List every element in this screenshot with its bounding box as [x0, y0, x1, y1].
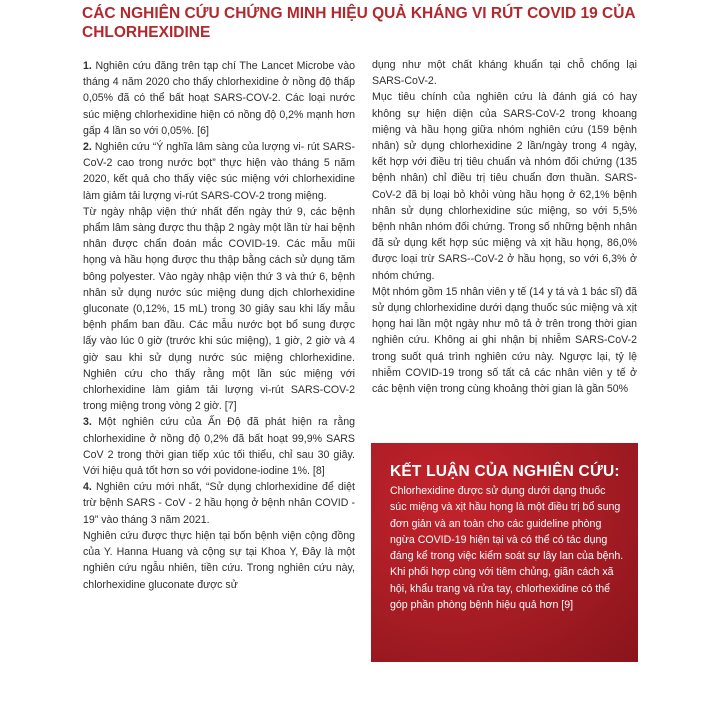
right-column: [372, 57, 637, 397]
study-4-objective: Mục tiêu chính của nghiên cứu là đánh giá có hay không sự hiện diện của SARS-CoV-2 trong khoang miệng và hầu họng giữa nhóm nghiên cứu (159 bệnh nhân) sử dụng chlorhexidine 2 lần/ngày trong 4 ngày, kết hợp với điều trị tiêu chuẩn và nhóm đối chứng (135 bệnh nhân) chỉ điều trị tiêu chuẩn đơn thuần. SARS-CoV-2 đã bị loại bỏ khỏi vùng hầu họng ở 62,1% bệnh nhân sử dụng chlorhexidine súc miệng, so với 5,5% bệnh nhân nhóm đối chứng. Trong số những bệnh nhân đã sử dụng kết hợp súc miệng và xịt hầu họng, 86,0% được loại trừ SARS--CoV-2 ở hầu họng, so với 6,3% ở nhóm chứng.: [372, 91, 637, 282]
study-2-text: Nghiên cứu “Ý nghĩa lâm sàng của lượng vi- rút SARS-CoV-2 cao trong nước bọt” thực hiện vào tháng 5 năm 2020, kết quả cho thấy việc súc miệng với chlorhexidine làm giảm tải lượng vi-rút SARS-COV-2 trong miệng.: [83, 141, 355, 202]
study-4-number: 4.: [83, 481, 92, 494]
study-1: [83, 58, 355, 139]
study-2: [83, 139, 355, 204]
study-2-details: Từ ngày nhập viện thứ nhất đến ngày thứ 9, các bệnh phẩm lâm sàng được thu thập 2 ngày một lần từ hai bệnh nhân được chẩn đoán mắc COVID-19. Các mẫu mũi họng và hầu họng được thu thập bằng cách sử dụng tăm bông polyester. Vào ngày nhập viện thứ 3 và thứ 6, bệnh nhân sử dụng nước súc miệng dung dịch chlorhexidine gluconate (0,12%, 15 mL) trong 30 giây sau khi lấy mẫu bệnh phẩm ban đầu. Các mẫu nước bọt bổ sung được lấy vào lúc 0 giờ (trước khi súc miệng), 1 giờ, 2 giờ và 4 giờ sau khi sử dụng nước súc miệng chlorhexidine. Nghiên cứu cho thấy rằng một lần súc miệng với chlorhexidine làm giảm tải lượng vi-rút SARS-COV-2 trong miệng trong vòng 2 giờ. [7]: [83, 205, 355, 413]
study-3-text: Một nghiên cứu của Ấn Độ đã phát hiện ra rằng chlorhexidine ở nồng độ 0,2% đã bất hoạt 99,9% SARS CoV 2 trong thời gian tiếp xúc tối thiểu, chỉ sau 30 giây. Với hiệu quả tốt hơn so với povidone-iodine 1%. [8]: [83, 416, 355, 478]
study-4-continued: dụng như một chất kháng khuẩn tại chỗ chống lại SARS-CoV-2.: [372, 59, 637, 88]
study-3: [83, 414, 355, 479]
study-1-text: Nghiên cứu đăng trên tạp chí The Lancet Microbe vào tháng 4 năm 2020 cho thấy chlorhexidine ở nồng độ thấp 0,05% đã có thể bất hoạt SARS-COV-2. Các loại nước súc miệng chlorhexidine hiện có nồng độ 0,2% mạnh hơn gấp 4 lần so với 0,05%. [6]: [83, 60, 355, 137]
page-title: CÁC NGHIÊN CỨU CHỨNG MINH HIỆU QUẢ KHÁNG VI RÚT COVID 19 CỦA CHLORHEXIDINE: [82, 5, 636, 41]
study-1-number: 1.: [83, 60, 92, 72]
study-2-number: 2.: [83, 141, 92, 154]
study-3-number: 3.: [83, 416, 92, 429]
left-column: [83, 58, 355, 593]
conclusion-text: Chlorhexidine được sử dụng dưới dạng thuốc súc miệng và xịt hầu họng là một điều trị bổ sung đơn giản và an toàn cho các guideline phòng ngừa COVID-19 hiện tại và có thể có tác dụng đáng kể trong việc kiểm soát sự lây lan của bệnh. Khi phối hợp cùng với tiêm chủng, giãn cách xã hội, khẩu trang và rửa tay, chlorhexidine có thể góp phần phòng bệnh hiệu quả hơn [9]: [390, 485, 624, 612]
study-4-text: Nghiên cứu mới nhất, “Sử dụng chlorhexidine để diệt trừ bệnh SARS - CoV - 2 hầu họng ở bệnh nhân COVID - 19” vào tháng 3 năm 2021.: [83, 481, 355, 526]
study-4-staff-group: Một nhóm gồm 15 nhân viên y tế (14 y tá và 1 bác sĩ) đã sử dụng chlorhexidine dưới dạng thuốc súc miệng và xịt họng hai lần một ngày như mô tả ở trên trong thời gian nghiên cứu. Không ai ghi nhận bị nhiễm SARS-CoV-2 trong suốt quá trình nghiên cứu này. Ngược lại, tỷ lệ nhiễm COVID-19 trong số tất cả các nhân viên y tế ở các bệnh viện trong cùng khoảng thời gian là gần 50%: [372, 285, 637, 396]
conclusion-title: KẾT LUẬN CỦA NGHIÊN CỨU:: [390, 463, 620, 480]
study-4-details: Nghiên cứu được thực hiện tại bốn bệnh viện cộng đồng của Y. Hanna Huang và cộng sự tại Khoa Y, Đây là một nghiên cứu ngẫu nhiên, tiền cứu. Trong nghiên cứu này, chlorhexidine gluconate được sử: [83, 529, 355, 591]
study-4: [83, 479, 355, 528]
conclusion-box: [371, 443, 638, 662]
